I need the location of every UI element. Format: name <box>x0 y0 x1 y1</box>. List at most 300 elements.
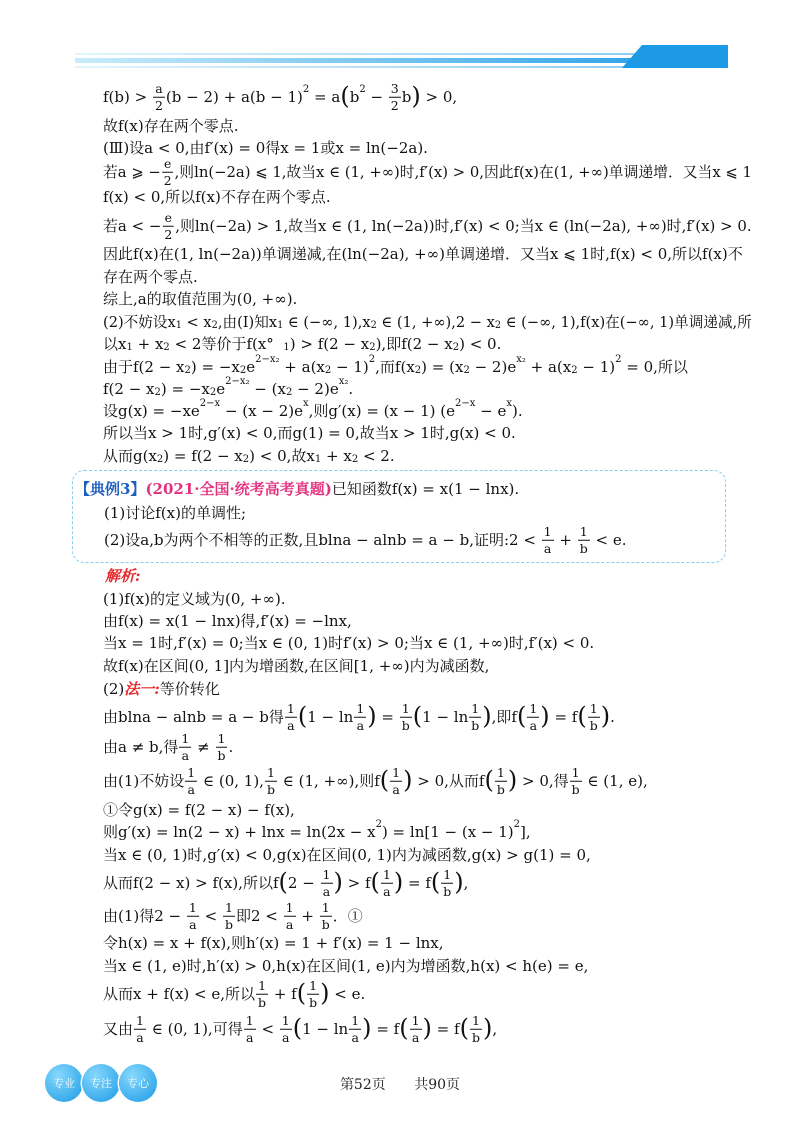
fraction <box>495 766 507 797</box>
text-run: 即2 < <box>235 907 283 925</box>
fraction <box>410 1014 422 1045</box>
fraction <box>390 766 402 797</box>
text-run: f(b) > <box>103 88 152 106</box>
denominator: b <box>443 883 452 899</box>
solution-line <box>103 211 752 242</box>
text-run: − 1) <box>331 358 369 376</box>
big-paren: ( <box>459 1014 469 1042</box>
big-paren: ( <box>278 868 288 896</box>
big-paren: ) <box>482 702 492 730</box>
denominator: a <box>136 1029 144 1045</box>
big-paren: ) <box>362 1014 372 1042</box>
numerator: 1 <box>392 764 401 780</box>
text-run: 设g(x) = −xe <box>103 402 200 420</box>
denominator: 2 <box>163 172 172 188</box>
text-run: 当x = 1时,f′(x) = 0;当x ∈ (0, 1)时f′(x) > 0;当x ∈ (1, +∞)时,f′(x) < 0. <box>103 634 595 652</box>
big-paren: ) <box>482 1014 493 1042</box>
text-run: − 2)e <box>292 380 339 398</box>
solution-line <box>103 244 743 264</box>
subscript: 2 <box>370 320 377 331</box>
text-run: = f <box>403 874 431 892</box>
fraction <box>223 901 235 932</box>
big-paren: ) <box>507 766 518 794</box>
superscript: 2−x <box>454 398 476 409</box>
text-run: 1 − ln <box>422 708 469 726</box>
denominator: a <box>322 883 331 899</box>
text-run: ,即f <box>491 708 517 726</box>
solution-line <box>103 334 501 354</box>
numerator: 1 <box>471 1012 480 1028</box>
fraction <box>134 1014 146 1045</box>
example-line <box>104 525 627 556</box>
subscript: 1 <box>314 454 322 465</box>
numerator: 1 <box>187 764 196 780</box>
solution-line <box>103 289 297 309</box>
fraction <box>320 901 332 932</box>
denominator: b <box>266 781 275 797</box>
denominator: b <box>217 747 226 763</box>
superscript: x <box>506 398 512 409</box>
text-run: + <box>296 907 319 925</box>
fraction <box>307 979 319 1010</box>
text-run: < <box>256 1020 279 1038</box>
text-run: 从而x + f(x) < e,所以 <box>103 985 256 1003</box>
text-run: − 2)e <box>469 358 517 376</box>
fraction <box>185 766 197 797</box>
solution-line <box>103 116 238 136</box>
subscript: 1 <box>283 342 290 353</box>
fraction <box>187 901 199 932</box>
analysis-line <box>103 633 594 653</box>
big-paren: ( <box>399 1014 409 1042</box>
solution-line <box>103 157 752 188</box>
text-run: 又由 <box>103 1020 134 1038</box>
fraction <box>441 868 453 899</box>
subscript: 2 <box>452 342 460 353</box>
fraction <box>162 211 174 242</box>
subscript: 2 <box>463 365 470 376</box>
text-run: (2)设a,b为两个不相等的正数,且blna − alnb = a − b,证明:2 < <box>104 531 541 549</box>
text-run: + a(x <box>279 358 325 376</box>
text-run: (1)f(x)的定义域为(0, +∞). <box>103 590 286 608</box>
numerator: e <box>164 155 172 171</box>
red-label: 解析: <box>105 567 141 585</box>
denominator: b <box>224 916 233 932</box>
text-run: , <box>463 874 469 892</box>
superscript: 2−x₂ <box>255 354 280 365</box>
text-run: > 0,从而f <box>412 772 485 790</box>
subscript: 2 <box>163 342 170 353</box>
text-run: . <box>610 708 615 726</box>
text-run: ). <box>511 402 523 420</box>
denominator: a <box>285 916 294 932</box>
denominator: a <box>351 1029 359 1045</box>
numerator: 1 <box>225 899 233 915</box>
numerator: 1 <box>322 866 331 882</box>
numerator: 1 <box>258 977 267 993</box>
text-run: = a <box>309 88 341 106</box>
text-run: < 2. <box>358 447 395 465</box>
text-run: (Ⅲ)设a < 0,由f′(x) = 0得x = 1或x = ln(−2a). <box>103 139 428 157</box>
text-run: ) = ln[1 − (x − 1) <box>381 823 514 841</box>
big-paren: ( <box>430 868 441 896</box>
numerator: 1 <box>411 1012 420 1028</box>
fraction <box>354 702 366 733</box>
text-run: b <box>401 88 412 106</box>
text-run: ∈ (0, 1),可得 <box>146 1020 243 1038</box>
subscript: 1 <box>175 320 182 331</box>
text-run: ∈ (−∞, 1),x <box>283 313 371 331</box>
text-run: 从而g(x <box>103 447 157 465</box>
fraction <box>280 1014 292 1045</box>
superscript: 2 <box>302 84 310 95</box>
numerator: e <box>164 209 172 225</box>
analysis-line <box>103 656 489 676</box>
big-paren: ( <box>516 702 527 730</box>
text-run: < 2等价于f(x° <box>169 335 284 353</box>
superscript: 2−x <box>199 398 221 409</box>
big-paren: ) <box>403 766 413 794</box>
text-run: ,则ln(−2a) ⩽ 1,故当x ∈ (1, +∞)时,f′(x) > 0,因此f(x)在(1, +∞)单调递增．又当x ⩽ 1 <box>174 163 752 181</box>
denominator: b <box>589 717 598 733</box>
text-run: 由blna − alnb = a − b得 <box>103 708 284 726</box>
fraction <box>527 702 539 733</box>
analysis-line <box>103 979 365 1010</box>
denominator: b <box>571 781 580 797</box>
big-paren: ) <box>422 1014 432 1042</box>
text-run: + a(x <box>525 358 572 376</box>
numerator: 1 <box>571 764 580 780</box>
example-line <box>75 479 519 499</box>
text-run: = f <box>549 708 578 726</box>
text-run: 因此f(x)在(1, ln(−2a))单调递减,在(ln(−2a), +∞)单调递增．又当x ⩽ 1时,f(x) < 0,所以f(x)不 <box>103 245 743 263</box>
text-run: 则g′(x) = ln(2 − x) + lnx = ln(2x − x <box>103 823 376 841</box>
text-run: 由于f(2 − x <box>103 358 185 376</box>
analysis-line <box>103 933 444 953</box>
numerator: 1 <box>217 730 226 746</box>
denominator: b <box>471 1029 480 1045</box>
text-run: > 0, <box>420 88 458 106</box>
page-number <box>0 1074 800 1094</box>
text-run: 由a ≠ b,得 <box>103 738 179 756</box>
analysis-line <box>103 702 615 733</box>
big-paren: ( <box>340 82 350 110</box>
big-paren: ) <box>367 702 377 730</box>
logo-badge: 专心 <box>119 1064 157 1102</box>
denominator: b <box>258 994 267 1010</box>
text-run: ∈ (0, 1), <box>198 772 264 790</box>
text-run: + <box>554 531 577 549</box>
fraction <box>162 157 174 188</box>
subscript: 2 <box>494 320 502 331</box>
fraction <box>349 1014 361 1045</box>
superscript: 2 <box>375 819 382 830</box>
text-run: ∈ (−∞, 1),f(x)在(−∞, 1)单调递减,所 <box>501 313 752 331</box>
text-run: ,则ln(−2a) > 1,故当x ∈ (1, ln(−2a))时,f′(x) < 0;当x ∈ (ln(−2a), +∞)时,f′(x) > 0. <box>175 217 752 235</box>
text-run: (1)讨论f(x)的单调性; <box>104 504 247 522</box>
numerator: 1 <box>136 1012 144 1028</box>
text-run: 当x ∈ (0, 1)时,g′(x) < 0,g(x)在区间(0, 1)内为减函数,g(x) > g(1) = 0, <box>103 846 591 864</box>
numerator: 1 <box>281 1012 290 1028</box>
text-run: 由f(x) = x(1 − lnx)得,f′(x) = −lnx, <box>103 612 352 630</box>
analysis-line <box>103 868 468 899</box>
text-run: . <box>348 380 354 398</box>
denominator: a <box>383 883 391 899</box>
fraction <box>153 82 165 113</box>
numerator: 3 <box>390 80 399 96</box>
text-run: < <box>199 907 222 925</box>
big-paren: ) <box>454 868 464 896</box>
header-decoration <box>0 0 800 80</box>
numerator: 1 <box>351 1012 360 1028</box>
text-run: e <box>216 380 226 398</box>
analysis-line <box>103 901 363 932</box>
superscript: 2−x₂ <box>225 376 250 387</box>
denominator: a <box>543 540 552 556</box>
fraction <box>285 702 297 733</box>
text-run: 所以当x > 1时,g′(x) < 0,而g(1) = 0,故当x > 1时,g(x) < 0. <box>103 424 516 442</box>
numerator: 1 <box>245 1012 254 1028</box>
fraction <box>542 525 554 556</box>
big-paren: ) <box>540 702 550 730</box>
fraction <box>381 868 393 899</box>
big-paren: ) <box>393 868 404 896</box>
denominator: 2 <box>154 97 163 113</box>
text-run: − <box>365 88 388 106</box>
text-run: ≠ <box>192 738 215 756</box>
big-paren: ( <box>297 702 308 730</box>
logo-badge: 专业 <box>45 1064 83 1102</box>
denominator: a <box>529 717 538 733</box>
solution-line <box>103 354 688 377</box>
denominator: b <box>471 717 480 733</box>
numerator: 1 <box>496 764 505 780</box>
big-paren: ( <box>379 766 390 794</box>
big-paren: ( <box>484 766 494 794</box>
solution-line <box>103 267 198 287</box>
numerator: 1 <box>266 764 275 780</box>
text-run: 若a ⩾ − <box>103 163 161 181</box>
denominator: a <box>356 717 365 733</box>
analysis-line <box>105 566 141 586</box>
text-run: (b − 2) + a(b − 1) <box>165 88 303 106</box>
denominator: 2 <box>390 97 399 113</box>
numerator: a <box>155 80 163 96</box>
text-run: 等价转化 <box>159 680 220 698</box>
logo-badge: 专注 <box>82 1064 120 1102</box>
example-tag: 【典例3】 <box>75 480 146 498</box>
analysis-line <box>103 611 352 631</box>
analysis-line <box>103 766 648 797</box>
text-run: f(2 − x <box>103 380 155 398</box>
big-paren: ) <box>320 979 330 1007</box>
subscript: 2 <box>324 365 332 376</box>
analysis-line <box>103 819 531 842</box>
superscript: x <box>302 398 309 409</box>
text-run: ) = (x <box>421 358 464 376</box>
text-run: + x <box>132 335 164 353</box>
superscript: 2 <box>513 819 521 830</box>
fraction <box>256 979 268 1010</box>
denominator: b <box>401 717 410 733</box>
subscript: 2 <box>285 387 293 398</box>
text-run: − (x − 2)e <box>220 402 303 420</box>
text-run: 若a < − <box>103 217 162 235</box>
text-run: . <box>228 738 234 756</box>
text-run: ) = −x <box>190 358 240 376</box>
superscript: x₂ <box>338 376 349 387</box>
text-run: 以x <box>103 335 127 353</box>
subscript: 1 <box>126 342 133 353</box>
denominator: a <box>189 916 197 932</box>
text-run: − 1) <box>577 358 616 376</box>
big-paren: ) <box>333 868 343 896</box>
text-run: b <box>349 88 360 106</box>
analysis-line <box>103 589 286 609</box>
solution-line <box>103 187 331 207</box>
fraction <box>389 82 401 113</box>
text-run: 令h(x) = x + f(x),则h′(x) = 1 + f′(x) = 1 − lnx, <box>103 934 444 952</box>
text-run: 2 − <box>287 874 320 892</box>
solution-line <box>103 398 523 421</box>
text-run: 从而f(2 − x) > f(x),所以f <box>103 874 279 892</box>
text-run: f(x) < 0,所以f(x)不存在两个零点. <box>103 188 331 206</box>
denominator: a <box>181 747 190 763</box>
current-page: 第52页 <box>339 1077 386 1093</box>
fraction <box>588 702 600 733</box>
text-run: = f <box>371 1020 400 1038</box>
text-run: 存在两个零点. <box>103 268 198 286</box>
fraction <box>578 525 590 556</box>
text-run: < e. <box>329 985 366 1003</box>
subscript: 2 <box>369 342 376 353</box>
fraction <box>244 1014 256 1045</box>
text-run: (2)不妨设x <box>103 313 176 331</box>
text-run: e <box>246 358 256 376</box>
big-paren: ( <box>370 868 380 896</box>
text-run: 当x ∈ (1, e)时,h′(x) > 0,h(x)在区间(1, e)内为增函数,h(x) < h(e) = e, <box>103 957 589 975</box>
header-tab <box>622 45 728 68</box>
denominator: a <box>392 781 400 797</box>
text-run: − (x <box>249 380 286 398</box>
subscript: 2 <box>351 454 359 465</box>
text-run: > f <box>342 874 371 892</box>
numerator: 1 <box>286 700 295 716</box>
superscript: 2 <box>359 84 366 95</box>
subscript: 2 <box>184 365 191 376</box>
text-run: ),即f(2 − x <box>375 335 453 353</box>
denominator: b <box>321 916 330 932</box>
solution-line <box>103 376 354 399</box>
text-run: ①令g(x) = f(2 − x) − f(x), <box>103 801 295 819</box>
text-run: 1 − ln <box>307 708 354 726</box>
text-run: ,而f(x <box>375 358 415 376</box>
denominator: a <box>187 781 195 797</box>
red-label: 法一: <box>124 680 160 698</box>
text-run: > 0,得 <box>517 772 569 790</box>
example-source: (2021·全国·统考高考真题) <box>145 480 332 498</box>
text-run: 由(1)得2 − <box>103 907 186 925</box>
analysis-line <box>103 956 588 976</box>
analysis-line <box>103 1014 497 1045</box>
denominator: b <box>309 994 318 1010</box>
text-run: , <box>492 1020 498 1038</box>
text-run: ,由(Ⅰ)知x <box>217 313 278 331</box>
denominator: a <box>287 717 295 733</box>
numerator: 1 <box>529 700 538 716</box>
numerator: 1 <box>443 866 452 882</box>
numerator: 1 <box>543 523 552 539</box>
text-run: + x <box>321 447 352 465</box>
subscript: 2 <box>414 365 422 376</box>
solution-line <box>103 82 457 113</box>
text-run: ∈ (1, +∞),则f <box>277 772 380 790</box>
text-run: ) = f(2 − x <box>163 447 243 465</box>
text-run: 1 − ln <box>302 1020 349 1038</box>
numerator: 1 <box>321 899 330 915</box>
superscript: 2 <box>368 354 376 365</box>
superscript: x₂ <box>516 354 526 365</box>
subscript: 2 <box>156 454 164 465</box>
numerator: 1 <box>589 700 598 716</box>
numerator: 1 <box>356 700 365 716</box>
subscript: 2 <box>209 387 217 398</box>
text-run: − e <box>475 402 507 420</box>
text-run: 综上,a的取值范围为(0, +∞). <box>103 290 298 308</box>
denominator: b <box>579 540 588 556</box>
subscript: 2 <box>211 320 218 331</box>
fraction <box>265 766 277 797</box>
text-run: ) < 0,故x <box>249 447 315 465</box>
subscript: 1 <box>277 320 284 331</box>
text-run: ], <box>520 823 531 841</box>
text-run: ) > f(2 − x <box>289 335 370 353</box>
fraction <box>570 766 582 797</box>
text-run: 已知函数f(x) = x(1 − lnx). <box>331 480 520 498</box>
analysis-line <box>103 732 233 763</box>
denominator: a <box>282 1029 290 1045</box>
solution-line <box>103 446 395 466</box>
text-run: < e. <box>590 531 627 549</box>
denominator: a <box>245 1029 254 1045</box>
subscript: 2 <box>242 454 250 465</box>
analysis-line <box>103 800 295 820</box>
example-line <box>104 503 246 523</box>
fraction <box>470 1014 482 1045</box>
big-paren: ( <box>296 979 307 1007</box>
fraction <box>284 901 296 932</box>
denominator: 2 <box>164 226 173 242</box>
numerator: 1 <box>309 977 318 993</box>
text-run: < x <box>181 313 212 331</box>
denominator: a <box>411 1029 420 1045</box>
text-run: ．① <box>332 907 363 925</box>
fraction <box>469 702 481 733</box>
text-run: (2) <box>103 680 125 698</box>
big-paren: ( <box>577 702 587 730</box>
text-run: 故f(x)存在两个零点. <box>103 117 239 135</box>
text-run: = f <box>431 1020 460 1038</box>
subscript: 2 <box>154 387 161 398</box>
numerator: 1 <box>579 523 588 539</box>
solution-line <box>103 312 752 332</box>
analysis-line <box>103 845 591 865</box>
numerator: 1 <box>382 866 391 882</box>
header-rule-top <box>75 53 725 55</box>
numerator: 1 <box>188 899 197 915</box>
text-run: ,则g′(x) = (x − 1) (e <box>308 402 455 420</box>
text-run: + f <box>269 985 297 1003</box>
